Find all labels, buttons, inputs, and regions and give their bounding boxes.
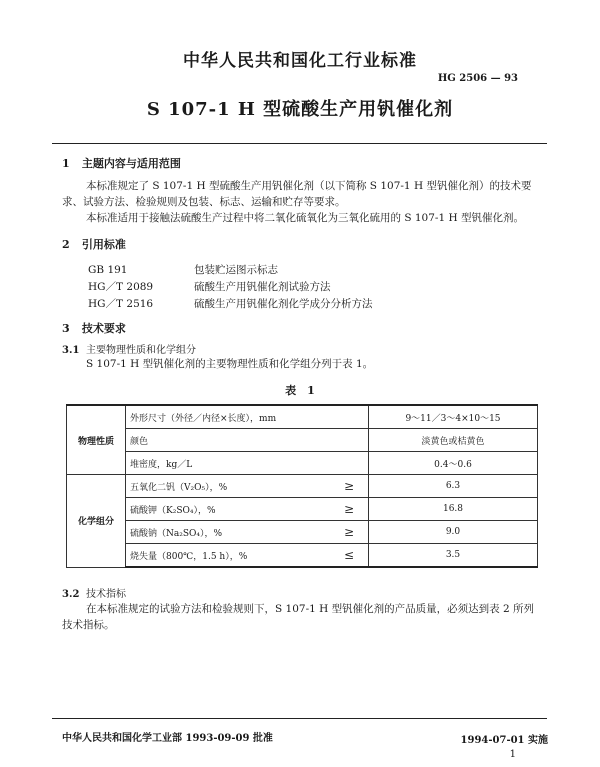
table-cell-item: 颜色: [126, 429, 331, 452]
reference-code: HG／T 2516: [88, 298, 154, 310]
table-cell-item: 外形尺寸（外径／内径×长度），mm: [126, 405, 331, 429]
table-cell-value: 16.8: [369, 498, 538, 521]
subsection-3-2-line-1: 在本标准规定的试验方法和检验规则下，S 107-1 H 型钒催化剂的产品质量，必须达到表 2 所列: [86, 603, 534, 615]
section-number: 1: [62, 157, 70, 170]
page-number: 1: [509, 749, 516, 760]
section-3-heading: [62, 320, 126, 336]
section-number: 3: [62, 322, 70, 335]
table-cell-value: 9～11／3～4×10～15: [369, 405, 538, 429]
reference-code: GB 191: [88, 264, 128, 276]
table-row: [67, 429, 538, 452]
table-row: [67, 475, 538, 498]
subsection-number: 3.2: [62, 589, 80, 600]
group-label-chemical: 化学组分: [67, 475, 126, 568]
section-number: 2: [62, 238, 70, 251]
table-cell-operator: [330, 429, 369, 452]
table-cell-value: 9.0: [369, 521, 538, 544]
table-cell-operator: [330, 452, 369, 475]
table-caption: 表 1: [285, 384, 315, 397]
reference-item: [88, 262, 278, 277]
table-row: [67, 452, 538, 475]
section-1-heading: [62, 155, 181, 171]
table-cell-value: 淡黄色或桔黄色: [369, 429, 538, 452]
section-title: 主题内容与适用范围: [81, 157, 181, 170]
group-label-physical: 物理性质: [67, 405, 126, 475]
reference-title: 硫酸生产用钒催化剂化学成分分析方法: [194, 298, 373, 310]
subsection-3-2-line-2: 技术指标。: [62, 619, 115, 631]
section-title: 引用标准: [81, 238, 126, 251]
table-cell-value: 0.4～0.6: [369, 452, 538, 475]
top-rule: [52, 143, 547, 144]
table-row: [67, 521, 538, 544]
standard-code: HG 2506 — 93: [437, 73, 518, 84]
section-2-heading: [62, 236, 126, 252]
table-cell-value: 3.5: [369, 544, 538, 568]
table-row: [67, 544, 538, 568]
section-1-para-2: 本标准适用于接触法硫酸生产过程中将二氧化硫氧化为三氧化硫用的 S 107-1 H 型钒催化剂。: [86, 212, 524, 224]
effective-date: 1994-07-01 实施: [460, 735, 548, 746]
subsection-3-1-heading: [62, 341, 196, 356]
section-1-para-1-line-1: 本标准规定了 S 107-1 H 型硫酸生产用钒催化剂（以下简称 S 107-1 H 型钒催化剂）的技术要: [86, 180, 532, 192]
reference-title: 包装贮运图示标志: [194, 264, 278, 276]
subsection-number: 3.1: [62, 345, 80, 356]
table-cell-item: 五氧化二钒（V₂O₅），%: [126, 475, 331, 498]
reference-code: HG／T 2089: [88, 281, 154, 293]
table-cell-value: 6.3: [369, 475, 538, 498]
table-cell-operator: ≥: [330, 521, 369, 544]
table-cell-item: 堆密度，kg／L: [126, 452, 331, 475]
reference-item: [88, 279, 331, 294]
subsection-title: 技术指标: [86, 589, 126, 600]
table-row: [67, 498, 538, 521]
header-title: 中华人民共和国化工行业标准: [183, 51, 417, 71]
table-cell-operator: ≥: [330, 498, 369, 521]
section-title: 技术要求: [81, 322, 126, 335]
section-1-para-1-line-2: 求、试验方法、检验规则及包装、标志、运输和贮存等要求。: [62, 196, 346, 208]
table-cell-item: 硫酸钠（Na₂SO₄），%: [126, 521, 331, 544]
bottom-rule: [52, 718, 547, 719]
document-title: S 107-1 H 型硫酸生产用钒催化剂: [146, 99, 454, 120]
approval-line: 中华人民共和国化学工业部 1993-09-09 批准: [62, 733, 273, 744]
table-cell-operator: ≥: [330, 475, 369, 498]
subsection-3-1-text: S 107-1 H 型钒催化剂的主要物理性质和化学组分列于表 1。: [86, 358, 374, 370]
table-cell-item: 烧失量（800℃，1.5 h），%: [126, 544, 331, 568]
subsection-3-2-heading: [62, 585, 126, 600]
subsection-title: 主要物理性质和化学组分: [86, 345, 196, 356]
table-1: [66, 404, 538, 568]
table-cell-operator: ≤: [330, 544, 369, 568]
reference-title: 硫酸生产用钒催化剂试验方法: [194, 281, 331, 293]
table-row: [67, 405, 538, 429]
table-cell-item: 硫酸钾（K₂SO₄），%: [126, 498, 331, 521]
table-cell-operator: [330, 405, 369, 429]
reference-item: [88, 296, 373, 311]
